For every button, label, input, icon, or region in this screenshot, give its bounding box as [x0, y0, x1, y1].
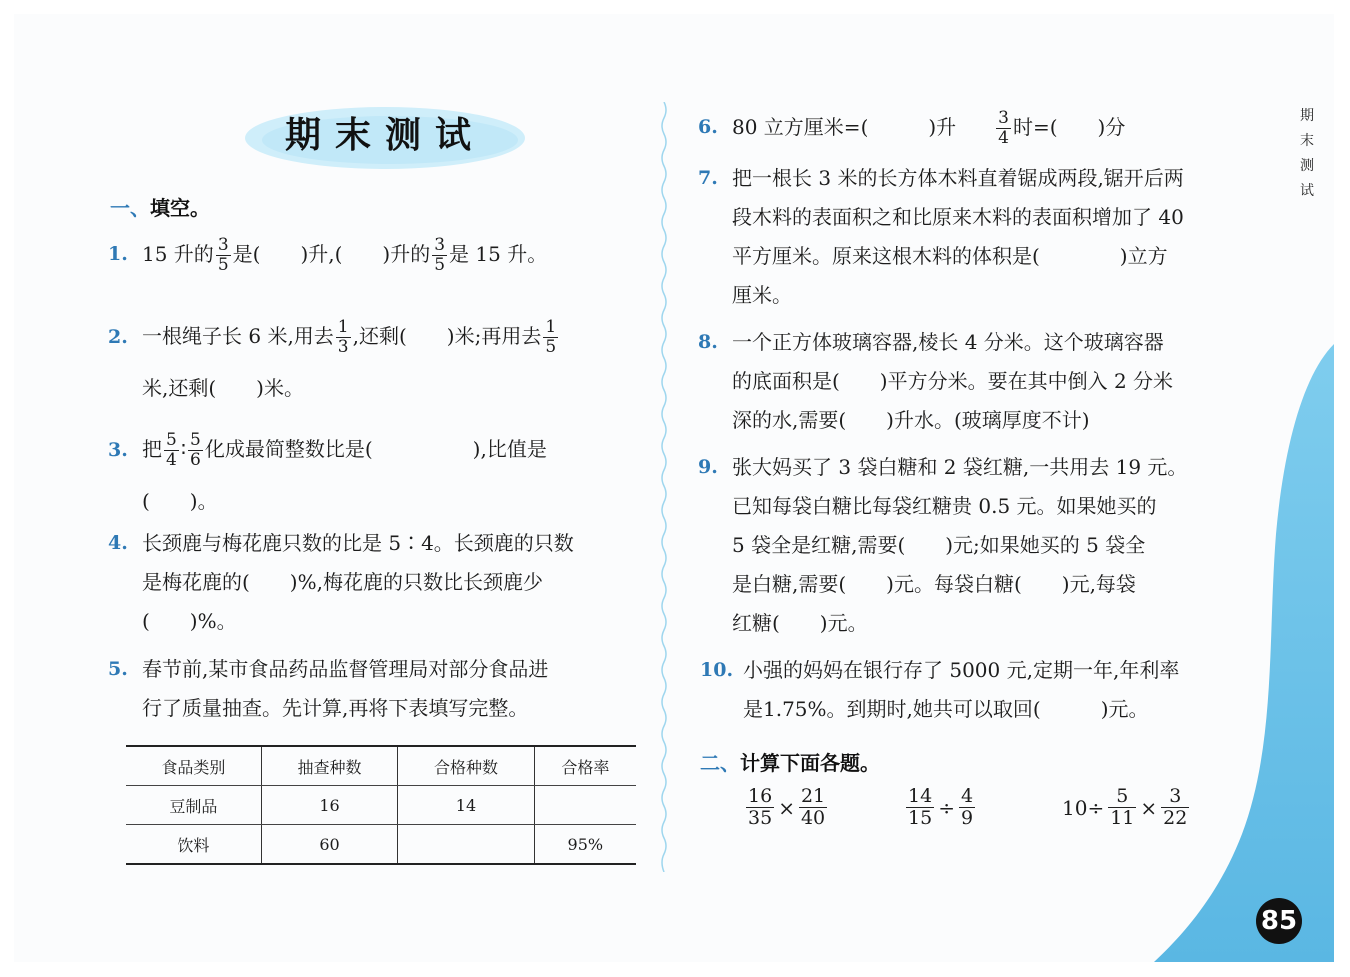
section-number: 一、 [110, 196, 150, 220]
section-heading-calc [700, 747, 880, 776]
question-number: 1. [108, 243, 128, 265]
question-text: 把一根长 3 米的长方体木料直着锯成两段,锯开后两 [732, 166, 1184, 190]
table-cell [534, 786, 636, 825]
table-header: 合格率 [534, 746, 636, 786]
question-text: 张大妈买了 3 袋白糖和 2 袋红糖,一共用去 19 元。 [732, 455, 1188, 479]
table-cell: 豆制品 [126, 786, 261, 825]
question-3 [108, 423, 547, 527]
question-number: 8. [698, 331, 718, 353]
question-1 [108, 235, 548, 275]
question-6 [698, 108, 1126, 148]
question-7 [698, 159, 1184, 315]
question-text: 红糖( )元。 [732, 611, 868, 635]
fraction: $\frac{5}{6}$ [190, 430, 201, 470]
inspection-table [126, 745, 636, 865]
fraction: $\frac{14}{15}$ [908, 785, 933, 829]
question-number: 7. [698, 167, 718, 189]
table-header-row [126, 746, 636, 786]
fraction: $\frac{5}{11}$ [1110, 785, 1135, 829]
fraction: $\frac{4}{9}$ [960, 785, 974, 829]
question-text: 行了质量抽查。先计算,再将下表填写完整。 [142, 696, 529, 720]
side-char: 测 [1300, 158, 1314, 174]
question-text: 厘米。 [732, 283, 792, 307]
table-row [126, 786, 636, 825]
question-number: 3. [108, 439, 128, 461]
question-number: 2. [108, 326, 128, 348]
question-text: 春节前,某市食品药品监督管理局对部分食品进 [142, 657, 549, 681]
question-2 [108, 310, 560, 414]
calc-expression-3: 10÷ $\frac{5}{11}$ × $\frac{3}{22}$ [1062, 785, 1188, 829]
calc-expression-2: $\frac{14}{15}$ ÷ $\frac{4}{9}$ [908, 785, 974, 829]
question-text: 已知每袋白糖比每袋红糖贵 0.5 元。如果她买的 [732, 494, 1157, 518]
question-text: ( )%。 [142, 609, 237, 633]
page [14, 14, 1334, 962]
question-text: 长颈鹿与梅花鹿只数的比是 5∶4。长颈鹿的只数 [142, 531, 574, 555]
question-text: 5 袋全是红糖,需要( )元;如果她买的 5 袋全 [732, 533, 1146, 557]
section-heading-fill [110, 192, 210, 221]
title-banner [240, 100, 530, 172]
question-text: 平方厘米。原来这根木料的体积是( )立方 [732, 244, 1168, 268]
fraction: $\frac{21}{40}$ [800, 785, 826, 829]
table-cell: 饮料 [126, 825, 261, 865]
side-label [1296, 104, 1318, 204]
side-char: 末 [1300, 133, 1314, 149]
question-text: 小强的妈妈在银行存了 5000 元,定期一年,年利率 [743, 658, 1180, 682]
fraction: $\frac{5}{4}$ [166, 430, 177, 470]
table-row [126, 825, 636, 865]
question-4 [108, 524, 574, 641]
question-text: 米,还剩( )米。 [142, 376, 304, 400]
section-label: 计算下面各题。 [740, 751, 880, 775]
question-number: 6. [698, 116, 718, 138]
question-9 [698, 448, 1188, 643]
question-text: 的底面积是( )平方分米。要在其中倒入 2 分米 [732, 369, 1174, 393]
fraction: $\frac{3}{5}$ [217, 235, 229, 275]
section-label: 填空。 [150, 196, 210, 220]
fraction: $\frac{16}{35}$ [748, 785, 773, 829]
table-cell [398, 825, 534, 865]
question-text: 段木料的表面积之和比原来木料的表面积增加了 40 [732, 205, 1184, 229]
table-cell: 14 [398, 786, 534, 825]
question-text: 把 $\frac{5}{4}$ ∶ $\frac{5}{6}$ 化成最简整数比是( ),比值是 [142, 430, 547, 470]
question-text: 是梅花鹿的( )%,梅花鹿的只数比长颈鹿少 [142, 570, 543, 594]
fraction: $\frac{1}{3}$ [337, 317, 349, 357]
table-header: 抽查种数 [261, 746, 397, 786]
table-cell: 95% [534, 825, 636, 865]
question-number: 10. [700, 659, 734, 681]
question-text: 一个正方体玻璃容器,棱长 4 分米。这个玻璃容器 [732, 330, 1164, 354]
question-10 [700, 651, 1180, 729]
question-5 [108, 650, 549, 728]
table-cell: 60 [261, 825, 397, 865]
question-text: 一根绳子长 6 米,用去 $\frac{1}{3}$ ,还剩( )米;再用去 $\frac{1}{5}$ [142, 317, 557, 357]
table-header: 食品类别 [126, 746, 261, 786]
question-8 [698, 323, 1174, 440]
question-text: 15 升的 $\frac{3}{5}$ 是( )升,( )升的 $\frac{3}{5}$ 是 15 升。 [142, 235, 548, 275]
fraction: $\frac{3}{4}$ [998, 108, 1009, 148]
fraction: $\frac{3}{22}$ [1163, 785, 1188, 829]
fraction: $\frac{3}{5}$ [434, 235, 446, 275]
question-number: 9. [698, 456, 718, 478]
fraction: $\frac{1}{5}$ [545, 317, 557, 357]
question-text: 是1.75%。到期时,她共可以取回( )元。 [743, 697, 1149, 721]
calc-expression-1: $\frac{16}{35}$ × $\frac{21}{40}$ [748, 785, 826, 829]
question-number: 4. [108, 532, 128, 554]
page-number: 85 [1256, 898, 1302, 944]
question-text: 是白糖,需要( )元。每袋白糖( )元,每袋 [732, 572, 1136, 596]
question-text: 深的水,需要( )升水。(玻璃厚度不计) [732, 408, 1090, 432]
table-header: 合格种数 [398, 746, 534, 786]
side-char: 期 [1300, 108, 1314, 124]
page-title: 期末测试 [284, 115, 485, 156]
table-cell: 16 [261, 786, 397, 825]
section-number: 二、 [700, 751, 740, 775]
question-number: 5. [108, 658, 128, 680]
side-char: 试 [1300, 183, 1314, 199]
question-text: ( )。 [142, 489, 218, 513]
question-text: 80 立方厘米=( )升 $\frac{3}{4}$ 时=( )分 [732, 108, 1126, 148]
column-divider [660, 102, 668, 872]
